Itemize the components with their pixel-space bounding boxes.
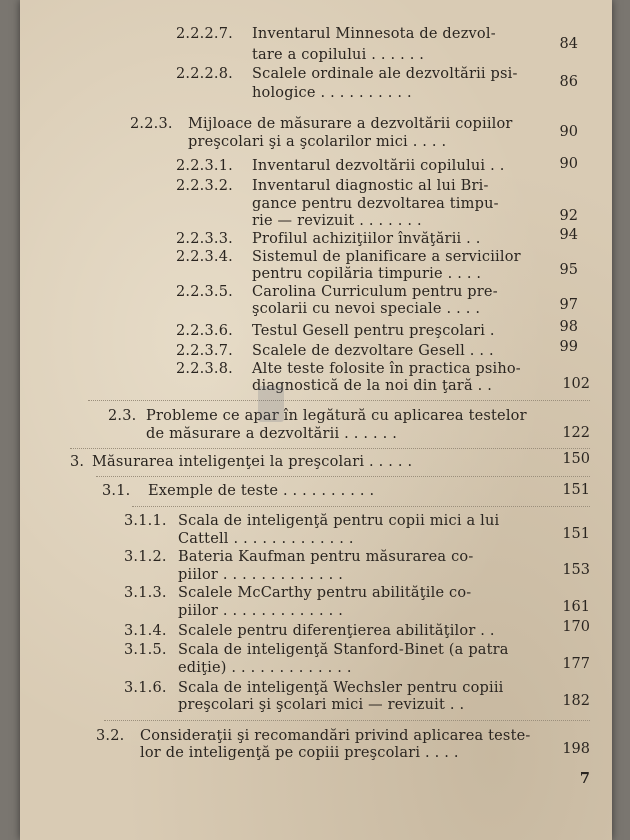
toc-page: 98 xyxy=(559,319,578,335)
toc-title: Exemple de teste . . . . . . . . . . xyxy=(148,483,375,499)
toc-code: 2.2.3.8. xyxy=(176,361,233,377)
toc-page: 90 xyxy=(559,156,578,172)
toc-code: 2.2.3.2. xyxy=(176,178,233,194)
toc-title: Inventarul diagnostic al lui Bri- xyxy=(252,178,489,194)
toc-code: 2.2.2.7. xyxy=(176,26,233,42)
toc-page: 99 xyxy=(559,339,578,355)
toc-code: 2.2.3.1. xyxy=(176,158,233,174)
toc-code: 3.1.1. xyxy=(124,513,167,529)
toc-title-cont: ediţie) . . . . . . . . . . . . . xyxy=(178,660,352,676)
toc-code: 3.2. xyxy=(96,728,125,744)
toc-title-cont: Cattell . . . . . . . . . . . . . xyxy=(178,531,354,547)
toc-page: 94 xyxy=(559,227,578,243)
toc-title: Scalele de dezvoltare Gesell . . . xyxy=(252,343,494,359)
section-divider xyxy=(96,476,590,477)
toc-title: Scalele McCarthy pentru abilităţile co- xyxy=(178,585,472,601)
toc-title: Scala de inteligenţă Stanford-Binet (a patra xyxy=(178,642,509,658)
toc-title-cont: de măsurare a dezvoltării . . . . . . xyxy=(146,426,398,442)
toc-title: Scalele ordinale ale dezvoltării psi- xyxy=(252,66,518,82)
toc-code: 3. xyxy=(70,454,85,470)
toc-title-cont: piilor . . . . . . . . . . . . . xyxy=(178,603,344,619)
toc-page: 95 xyxy=(559,262,578,278)
toc-title: Mijloace de măsurare a dezvoltării copiilor xyxy=(188,116,513,132)
toc-title: Probleme ce apar în legătură cu aplicarea testelor xyxy=(146,408,527,424)
toc-code: 2.2.3.5. xyxy=(176,284,233,300)
toc-code: 3.1.2. xyxy=(124,549,167,565)
toc-title: Măsurarea inteligenţei la preşcolari . . . . . xyxy=(92,454,413,470)
toc-page: 153 xyxy=(562,562,590,578)
toc-title-cont: preşcolari şi a şcolarilor mici . . . . xyxy=(188,134,447,150)
toc-code: 3.1.6. xyxy=(124,680,167,696)
toc-page: 170 xyxy=(562,619,590,635)
toc-page: 84 xyxy=(559,36,578,52)
toc-code: 3.1.4. xyxy=(124,623,167,639)
toc-title: Consideraţii şi recomandări privind aplicarea teste- xyxy=(140,728,531,744)
toc-code: 2.2.3.3. xyxy=(176,231,233,247)
toc-title-cont: gance pentru dezvoltarea timpu- xyxy=(252,196,499,212)
toc-title: Bateria Kaufman pentru măsurarea co- xyxy=(178,549,474,565)
toc-code: 3.1. xyxy=(102,483,131,499)
section-divider xyxy=(70,448,590,449)
toc-code: 3.1.3. xyxy=(124,585,167,601)
section-divider xyxy=(132,506,590,507)
toc-page: 198 xyxy=(562,741,590,757)
toc-title: Testul Gesell pentru preşcolari . xyxy=(252,323,495,339)
toc-page: 97 xyxy=(559,297,578,313)
toc-title-cont: preşcolari şi şcolari mici — revizuit . . xyxy=(178,697,465,713)
toc-title: Inventarul Minnesota de dezvol- xyxy=(252,26,496,42)
toc-page: 182 xyxy=(562,693,590,709)
page-number: 7 xyxy=(579,770,590,787)
toc-title: Sistemul de planificare a serviciilor xyxy=(252,249,521,265)
toc-title-cont: lor de inteligenţă pe copiii preşcolari . . . . xyxy=(140,745,459,761)
toc-page: 86 xyxy=(559,74,578,90)
toc-title: Scala de inteligenţă pentru copii mici a lui xyxy=(178,513,500,529)
toc-title-cont: tare a copilului . . . . . . xyxy=(252,47,425,63)
toc-code: 2.2.3.7. xyxy=(176,343,233,359)
book-page xyxy=(20,0,612,840)
toc-title: Scala de inteligenţă Wechsler pentru copiii xyxy=(178,680,504,696)
toc-page: 151 xyxy=(562,482,590,498)
toc-title-cont: pentru copilăria timpurie . . . . xyxy=(252,266,482,282)
toc-code: 2.2.3.6. xyxy=(176,323,233,339)
toc-code: 2.2.3. xyxy=(130,116,173,132)
toc-title-cont: piilor . . . . . . . . . . . . . xyxy=(178,567,344,583)
toc-page: 102 xyxy=(562,376,590,392)
toc-title-cont: şcolarii cu nevoi speciale . . . . xyxy=(252,301,481,317)
toc-code: 2.3. xyxy=(108,408,137,424)
toc-title: Inventarul dezvoltării copilului . . xyxy=(252,158,505,174)
toc-title: Carolina Curriculum pentru pre- xyxy=(252,284,498,300)
toc-title: Alte teste folosite în practica psiho- xyxy=(252,361,521,377)
toc-page: 150 xyxy=(562,451,590,467)
toc-code: 2.2.3.4. xyxy=(176,249,233,265)
toc-page: 177 xyxy=(562,656,590,672)
toc-page: 151 xyxy=(562,526,590,542)
toc-page: 122 xyxy=(562,425,590,441)
toc-page: 161 xyxy=(562,599,590,615)
toc-code: 3.1.5. xyxy=(124,642,167,658)
toc-title: Scalele pentru diferenţierea abilităţilor . . xyxy=(178,623,495,639)
toc-page: 90 xyxy=(559,124,578,140)
toc-title-cont: rie — revizuit . . . . . . . xyxy=(252,213,422,229)
section-divider xyxy=(104,720,590,721)
toc-title-cont: diagnostică de la noi din ţară . . xyxy=(252,378,493,394)
toc-page: 92 xyxy=(559,208,578,224)
toc-code: 2.2.2.8. xyxy=(176,66,233,82)
toc-title-cont: hologice . . . . . . . . . . xyxy=(252,85,412,101)
watermark xyxy=(258,382,398,430)
toc-title: Profilul achiziţiilor învăţării . . xyxy=(252,231,481,247)
